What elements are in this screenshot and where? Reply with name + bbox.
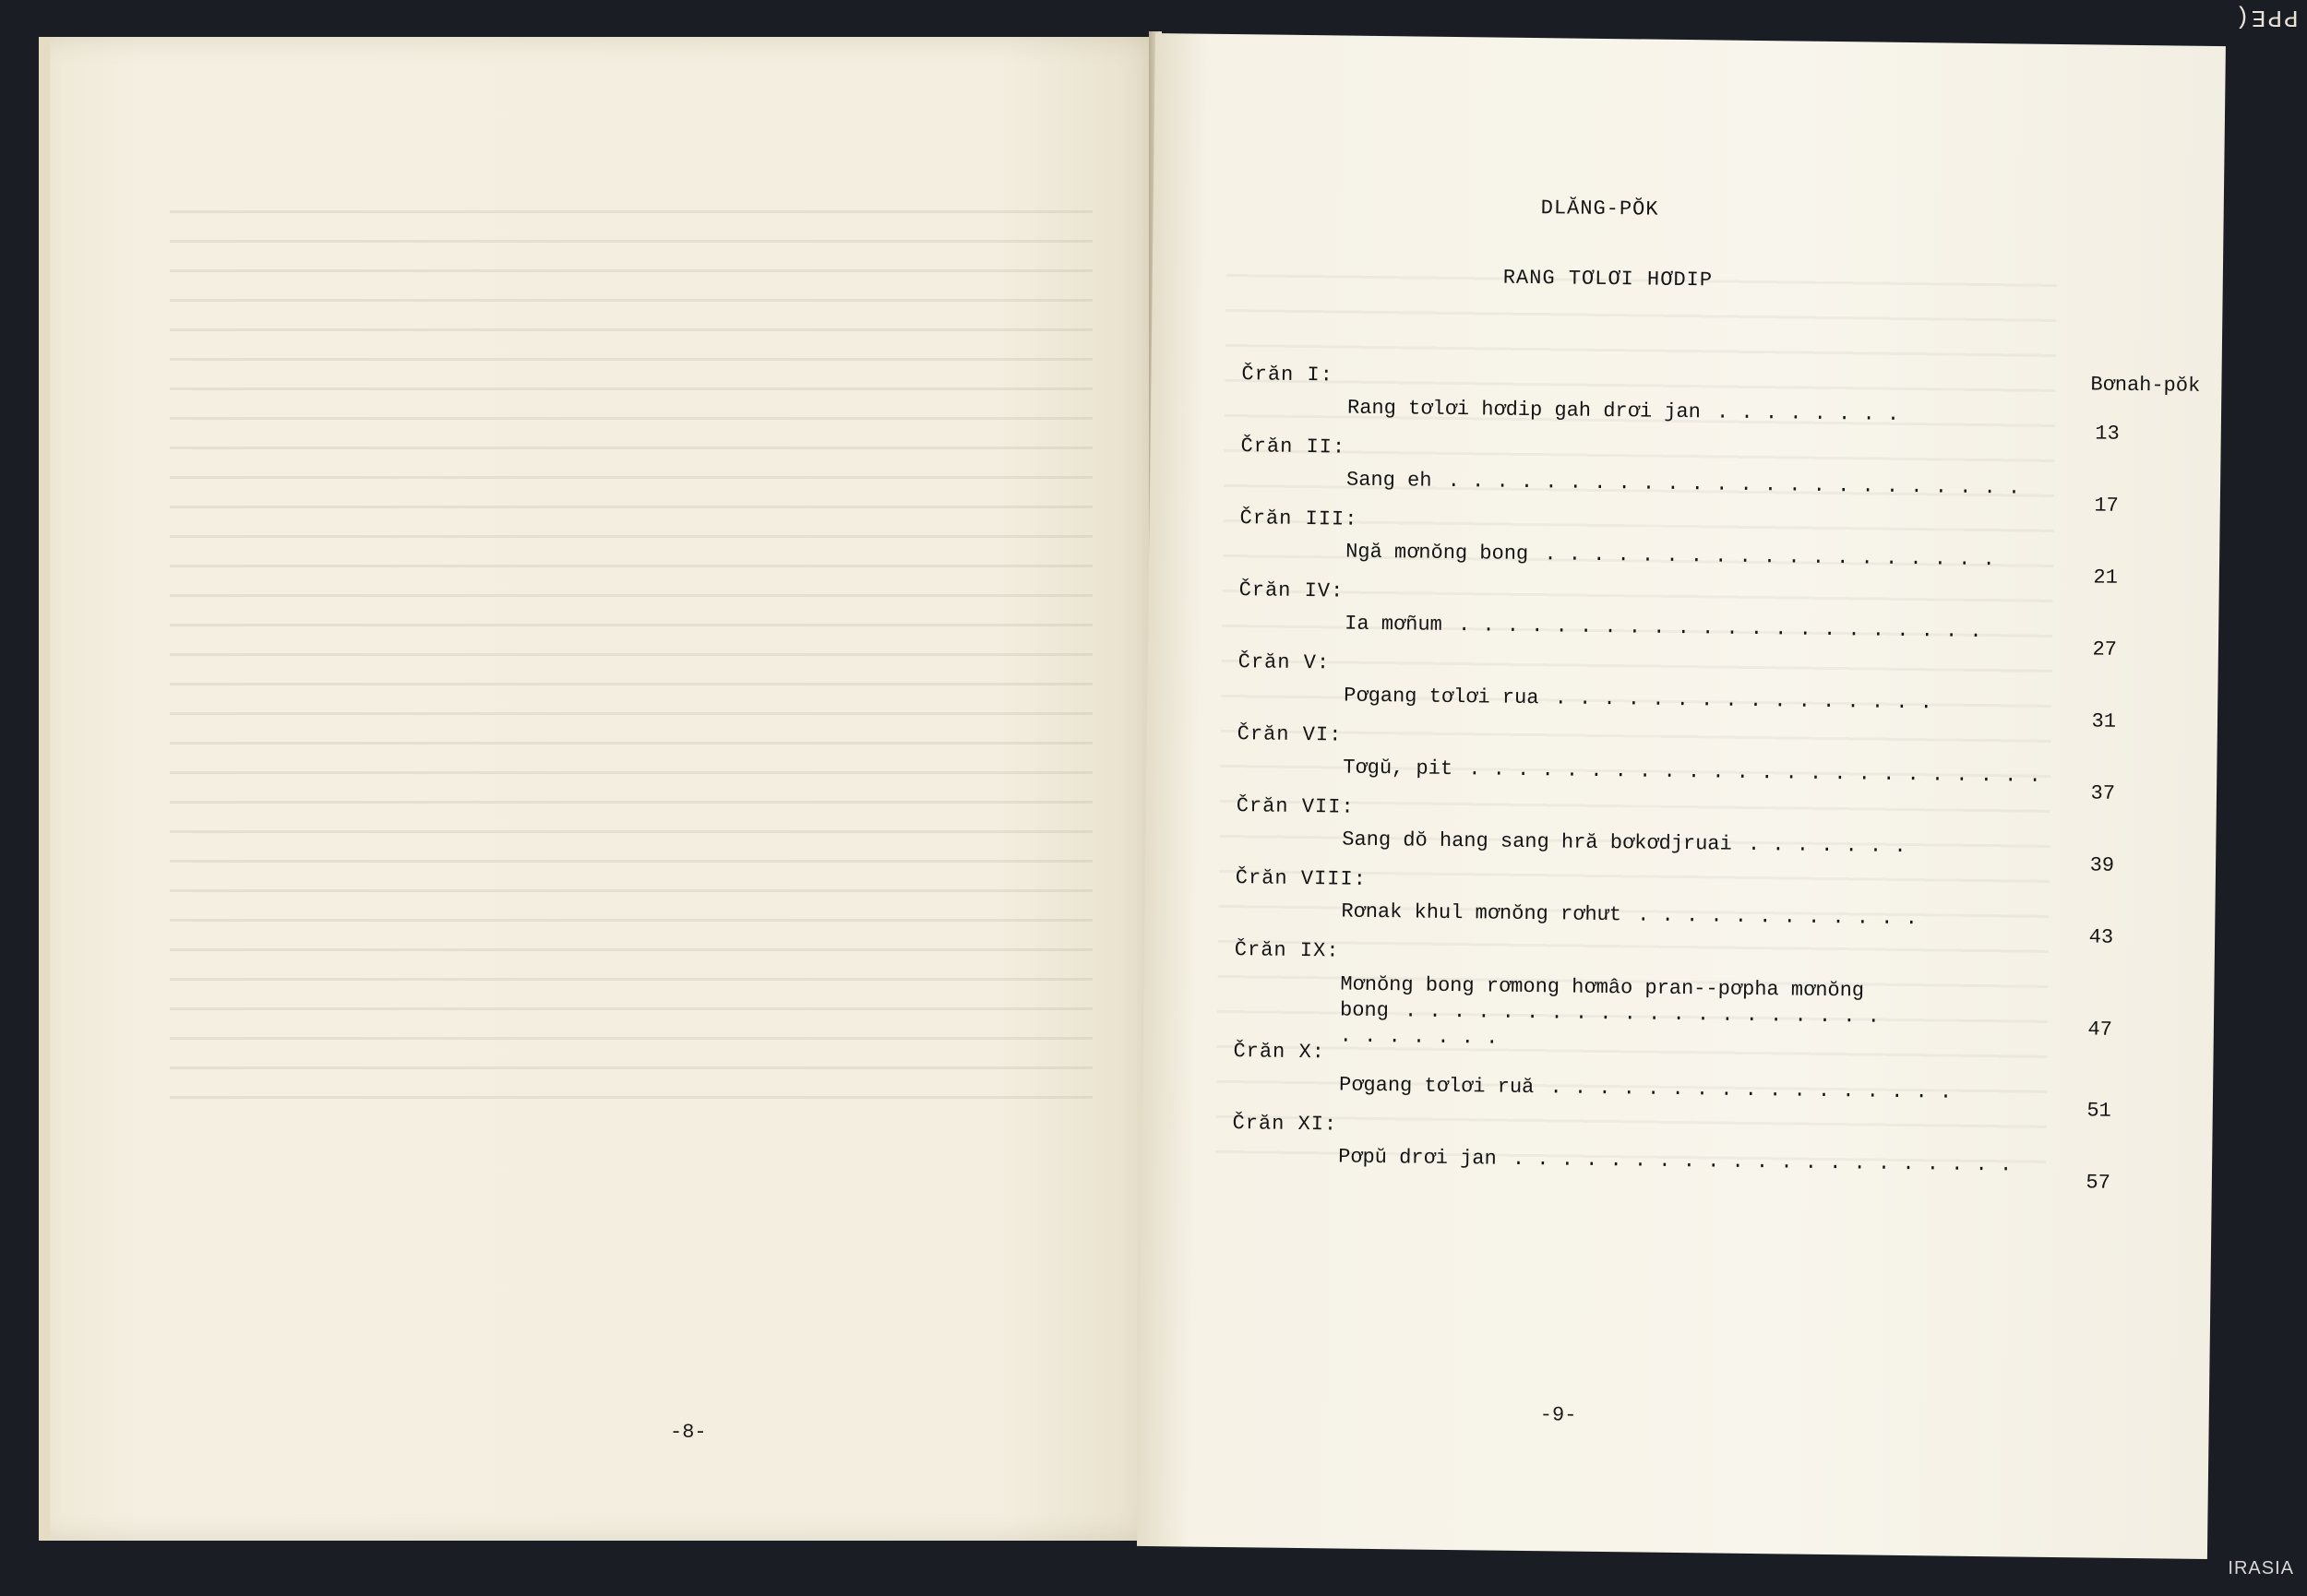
chapter-page: 47	[2087, 1018, 2113, 1042]
chapter-title: Sang dŏ hang sang hră bơkơdjruai	[1342, 828, 1732, 856]
chapter-page: 43	[2088, 925, 2114, 949]
chapter-title: Pơgang tơlơi ruă	[1338, 1073, 1535, 1100]
chapter-page: 27	[2092, 637, 2118, 661]
toc-title: DLĂNG-PŎK	[1540, 197, 1659, 221]
chapter-page: 57	[2086, 1171, 2111, 1195]
watermark: IRASIA	[2228, 1558, 2294, 1578]
toc-entry: Črăn IV: Ia mơñum . . . . . . . . . . . . . . . . . . . . . . 27	[1238, 578, 2162, 646]
chapter-title: Tơgŭ, pit	[1343, 756, 1453, 780]
chapter-title: Ngă mơnŏng bong	[1345, 540, 1529, 566]
chapter-title: Sang eh	[1345, 468, 1432, 493]
chapter-label: Črăn IX:	[1234, 938, 1340, 963]
page-column-header: Bơnah-pŏk	[2090, 373, 2201, 398]
chapter-page: 17	[2094, 494, 2119, 518]
toc-entry: Črăn VI: Tơgŭ, pit . . . . . . . . . . . . . . . . . . . . . . . . 37	[1237, 722, 2160, 790]
corner-mark: PPE(	[2232, 4, 2298, 31]
left-page-number: -8-	[670, 1421, 707, 1444]
chapter-title: Mơnŏng bong rơmong hơmâo pran--pơpha mơnŏng bong	[1339, 972, 1865, 1023]
toc-entry: Črăn VII: Sang dŏ hang sang hră bơkơdjruai . . . . . . . 39	[1236, 794, 2159, 862]
chapter-label: Črăn I:	[1241, 363, 1334, 387]
chapter-page: 13	[2095, 422, 2120, 446]
table-of-contents	[1137, 33, 2226, 1559]
chapter-label: Črăn III:	[1239, 506, 1358, 531]
chapter-label: Črăn X:	[1233, 1040, 1326, 1065]
chapter-page: 37	[2090, 781, 2116, 805]
chapter-title: Pơgang tơlơi rua	[1344, 684, 1539, 710]
chapter-page: 39	[2089, 853, 2115, 877]
bleed-through-text	[170, 194, 1093, 1116]
toc-entry: Črăn XI: Pơpŭ drơi jan . . . . . . . . . . . . . . . . . . . . . 57	[1232, 1112, 2156, 1179]
toc-entry: Črăn II: Sang eh . . . . . . . . . . . . . . . . . . . . . . . . 17	[1240, 435, 2164, 502]
toc-entry: Črăn V: Pơgang tơlơi rua . . . . . . . . . . . . . . . . 31	[1237, 650, 2161, 718]
toc-entry: Črăn I: Rang tơlơi hơdip gah drơi jan . . . . . . . . 13	[1241, 363, 2165, 430]
right-page	[1137, 33, 2226, 1559]
toc-entry: Črăn IX: Mơnŏng bong rơmong hơmâo pran--pơpha mơnŏng bong . . . . . . . . . . . . . . . . . . . . . . . . . . . 47	[1234, 938, 2158, 1033]
chapter-title: Rơnak khul mơnŏng rơhưt	[1341, 899, 1622, 927]
chapter-label: Črăn XI:	[1232, 1112, 1338, 1137]
toc-entry: Črăn X: Pơgang tơlơi ruă . . . . . . . . . . . . . . . . . 51	[1233, 1040, 2157, 1107]
chapter-page: 51	[2086, 1099, 2111, 1123]
chapter-page: 31	[2091, 709, 2117, 733]
chapter-label: Črăn V:	[1237, 650, 1331, 675]
toc-entry: Črăn VIII: Rơnak khul mơnŏng rơhưt . . . . . . . . . . . . 43	[1235, 866, 2158, 934]
chapter-page: 21	[2093, 566, 2119, 590]
left-page	[39, 37, 1166, 1541]
chapter-label: Črăn VIII:	[1235, 866, 1367, 891]
right-page-number: -9-	[1539, 1403, 1577, 1427]
chapter-label: Črăn VII:	[1236, 794, 1355, 819]
toc-entry: Črăn III: Ngă mơnŏng bong . . . . . . . . . . . . . . . . . . . 21	[1239, 506, 2163, 574]
chapter-label: Črăn II:	[1240, 435, 1346, 459]
chapter-label: Črăn IV:	[1238, 578, 1345, 603]
chapter-title: Pơpŭ drơi jan	[1337, 1145, 1497, 1171]
chapter-label: Črăn VI:	[1237, 722, 1343, 747]
toc-subtitle: RANG TƠLƠI HƠDIP	[1502, 266, 1714, 292]
chapter-title: Ia mơñum	[1345, 612, 1442, 637]
chapter-title: Rang tơlơi hơdip gah drơi jan	[1346, 396, 1702, 424]
